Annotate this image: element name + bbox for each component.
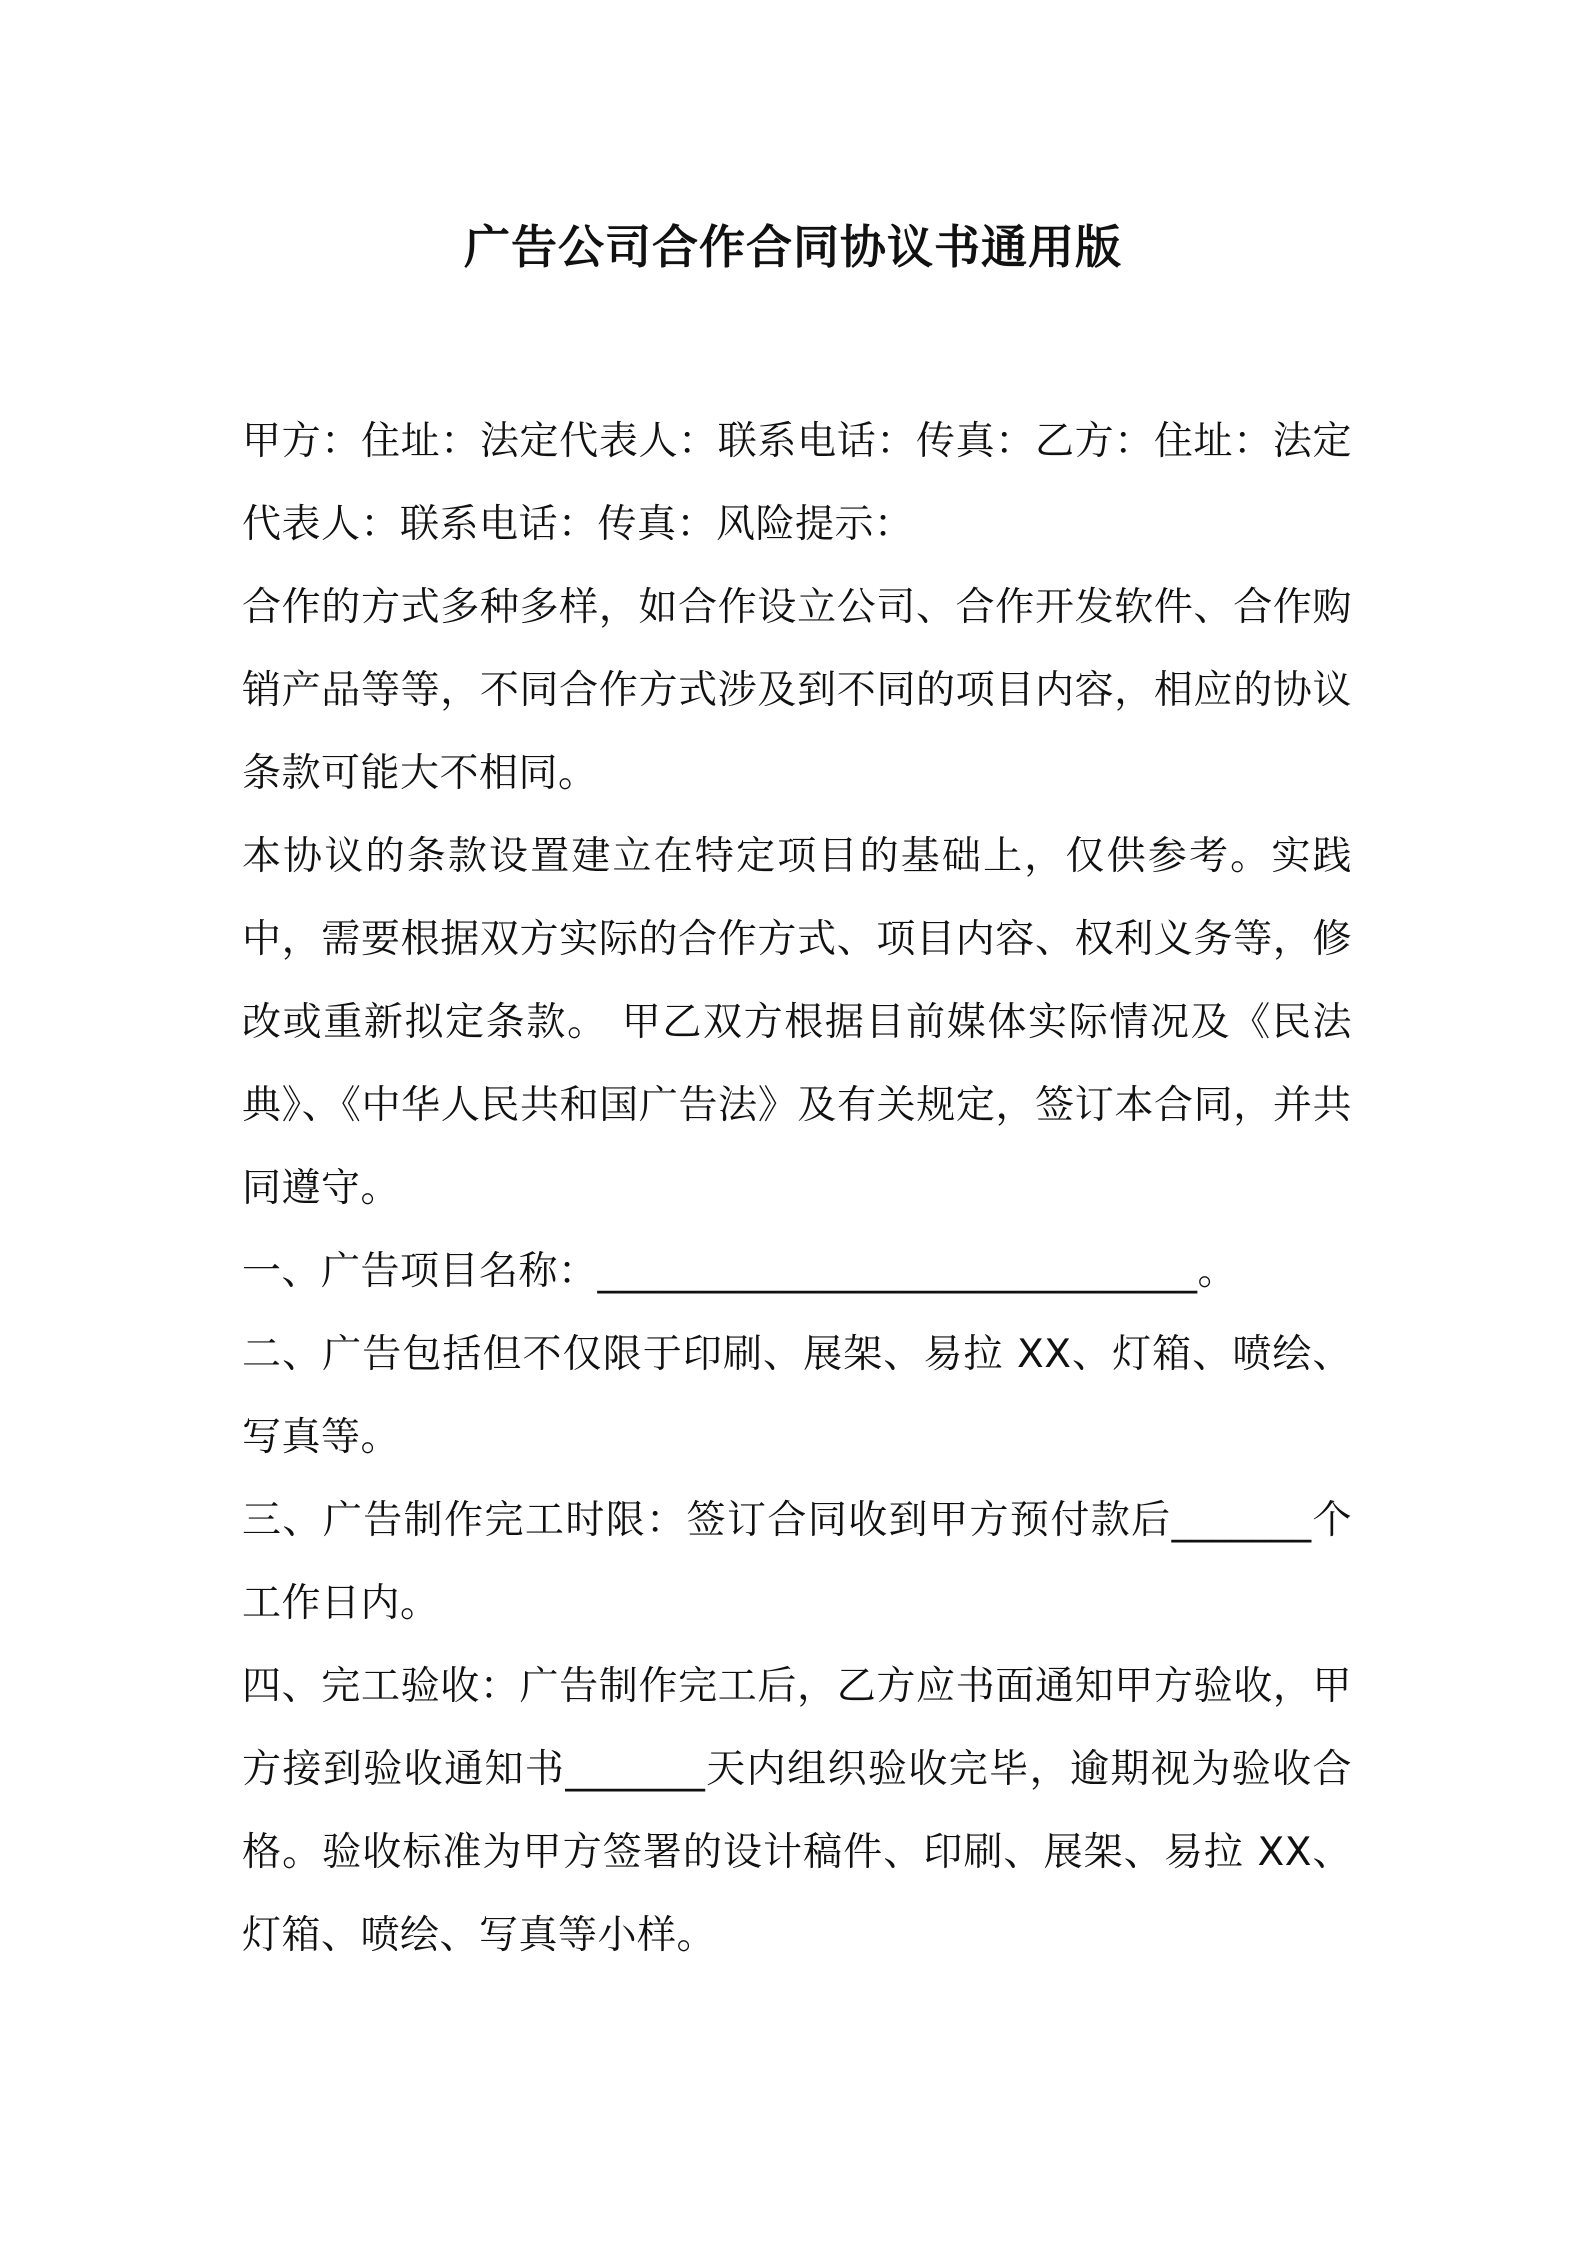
reference-paragraph: 本协议的条款设置建立在特定项目的基础上，仅供参考。实践中，需要根据双方实际的合作方式、项目内容、权利义务等，修改或重新拟定条款。 甲乙双方根据目前媒体实际情况及《民法典》、《中华人民共和国广告法》及有关规定，签订本合同，并共同遵守。 bbox=[242, 834, 1352, 1211]
clause-3: 三、广告制作完工时限：签订合同收到甲方预付款后_______个工作日内。 bbox=[242, 1498, 1352, 1626]
document-body bbox=[242, 400, 1352, 1977]
parties-paragraph: 甲方：住址：法定代表人：联系电话：传真：乙方：住址：法定代表人：联系电话：传真：风险提示： bbox=[242, 419, 1352, 547]
document-title: 广告公司合作合同协议书通用版 bbox=[464, 220, 1122, 274]
clause-1: 一、广告项目名称：______________________________。 bbox=[242, 1249, 1238, 1294]
clause-2: 二、广告包括但不仅限于印刷、展架、易拉 XX、灯箱、喷绘、写真等。 bbox=[242, 1332, 1352, 1460]
clause-4: 四、完工验收：广告制作完工后，乙方应书面通知甲方验收，甲方接到验收通知书_______天内组织验收完毕，逾期视为验收合格。验收标准为甲方签署的设计稿件、印刷、展架、易拉 XX、灯箱、喷绘、写真等小样。 bbox=[242, 1664, 1352, 1958]
risk-notice-paragraph: 合作的方式多种多样，如合作设立公司、合作开发软件、合作购销产品等等，不同合作方式涉及到不同的项目内容，相应的协议条款可能大不相同。 bbox=[242, 585, 1352, 796]
